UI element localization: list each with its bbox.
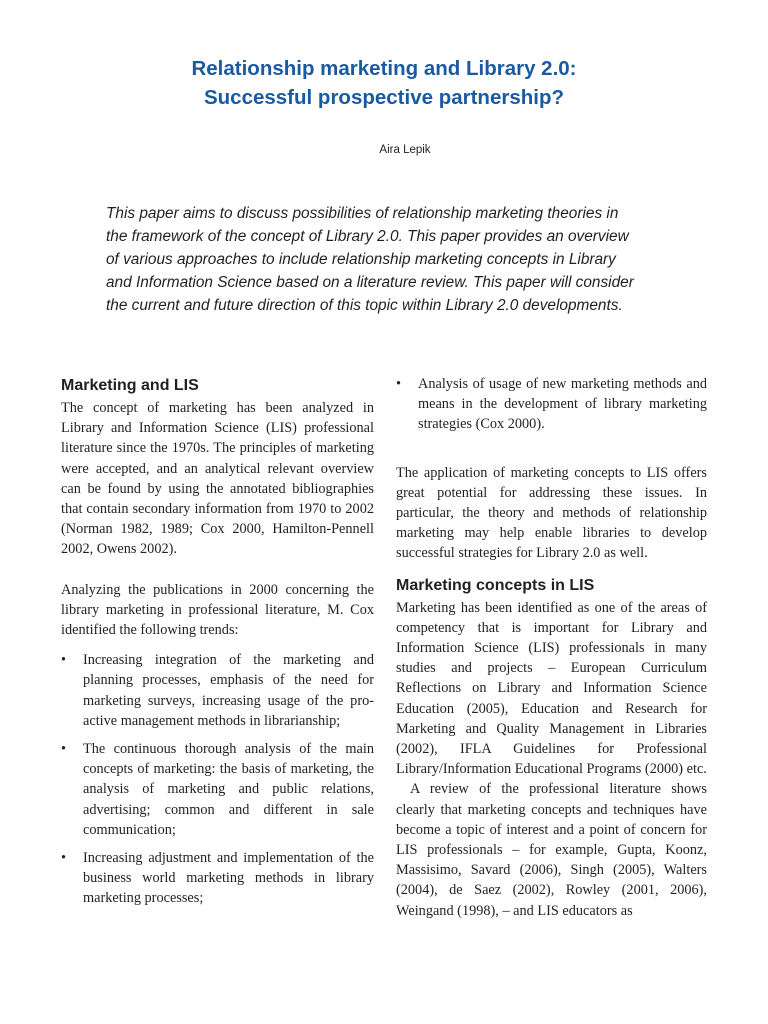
abstract-line: This paper aims to discuss possibilities of relationship marketing theories in — [106, 205, 619, 222]
bullet-icon: • — [61, 741, 67, 758]
list-item-text: Analysis of usage of new marketing methods and means in the development of library marketing strategies (Cox 2000). — [418, 376, 707, 433]
author-name: Aira Lepik — [379, 144, 431, 156]
paragraph: Marketing has been identified as one of the areas of competency that is important for Library and Information Science (LIS) professionals in many studies and projects – European Curriculum Reflections on Library and Information Science Education (2005), Education and Research for Marketing and Quality Management in Libraries (2002), IFLA Guidelines for Professional Library/Information Educational Programs (2000) etc. — [396, 599, 707, 778]
paragraph: The concept of marketing has been analyzed in Library and Information Science (LIS) professional literature since the 1970s. The principles of marketing were accepted, and an analytical relevant overview can be found by using the annotated bibliographies that contain secondary information from 1970 to 2002 (Norman 1982, 1989; Cox 2000, Hamilton-Pennell 2002, Owens 2002). — [61, 400, 374, 558]
list-item — [61, 848, 374, 909]
paper-title-line-2: Successful prospective partnership? — [203, 86, 564, 109]
bullet-icon: • — [61, 850, 67, 867]
abstract-line: the current and future direction of this topic within Library 2.0 developments. — [106, 297, 623, 314]
section-heading-marketing-concepts-in-lis: Marketing concepts in LIS — [396, 576, 595, 594]
paper-title-line-1: Relationship marketing and Library 2.0: — [191, 57, 577, 80]
list-item — [61, 650, 374, 731]
abstract-line: of various approaches to include relationship marketing concepts in Library — [106, 251, 616, 268]
abstract — [106, 202, 696, 317]
abstract-line: and Information Science based on a literature review. This paper will consider — [106, 274, 634, 291]
bullet-icon: • — [61, 652, 67, 669]
abstract-line: the framework of the concept of Library 2.0. This paper provides an overview — [106, 228, 629, 245]
list-item — [396, 374, 707, 435]
bullet-icon: • — [396, 376, 402, 392]
right-column — [396, 374, 707, 921]
paragraph: The application of marketing concepts to LIS offers great potential for addressing these issues. In particular, the theory and methods of relationship marketing may help enable libraries to develop successful strategies for Library 2.0 as well. — [396, 464, 707, 562]
paragraph: A review of the professional literature shows clearly that marketing concepts and techniques have become a topic of interest and a point of concern for LIS professionals – for example, Gupta, Koonz, Massisimo, Savard (2006), Singh (2005), Walters (2004), de Saez (2002), Rowley (2001, 2006), Weingand (1998), – and LIS educators as — [396, 781, 707, 919]
left-column — [61, 374, 374, 917]
section-heading-marketing-and-lis: Marketing and LIS — [61, 377, 199, 394]
list-item-text: Increasing adjustment and implementation of the business world marketing methods in library marketing processes; — [83, 850, 374, 907]
list-item-text: Increasing integration of the marketing and planning processes, emphasis of the need for marketing surveys, increasing usage of the pro-active management methods in librarianship; — [83, 652, 374, 729]
paragraph: Analyzing the publications in 2000 concerning the library marketing in professional literature, M. Cox identified the following trends: — [61, 581, 374, 639]
paper-title — [0, 54, 768, 112]
trend-list-continued — [396, 374, 707, 435]
trend-list — [61, 650, 374, 908]
list-item — [61, 739, 374, 840]
list-item-text: The continuous thorough analysis of the main concepts of marketing: the basis of marketing, the analysis of marketing and public relations, advertising; common and different in sale communication; — [83, 741, 374, 838]
